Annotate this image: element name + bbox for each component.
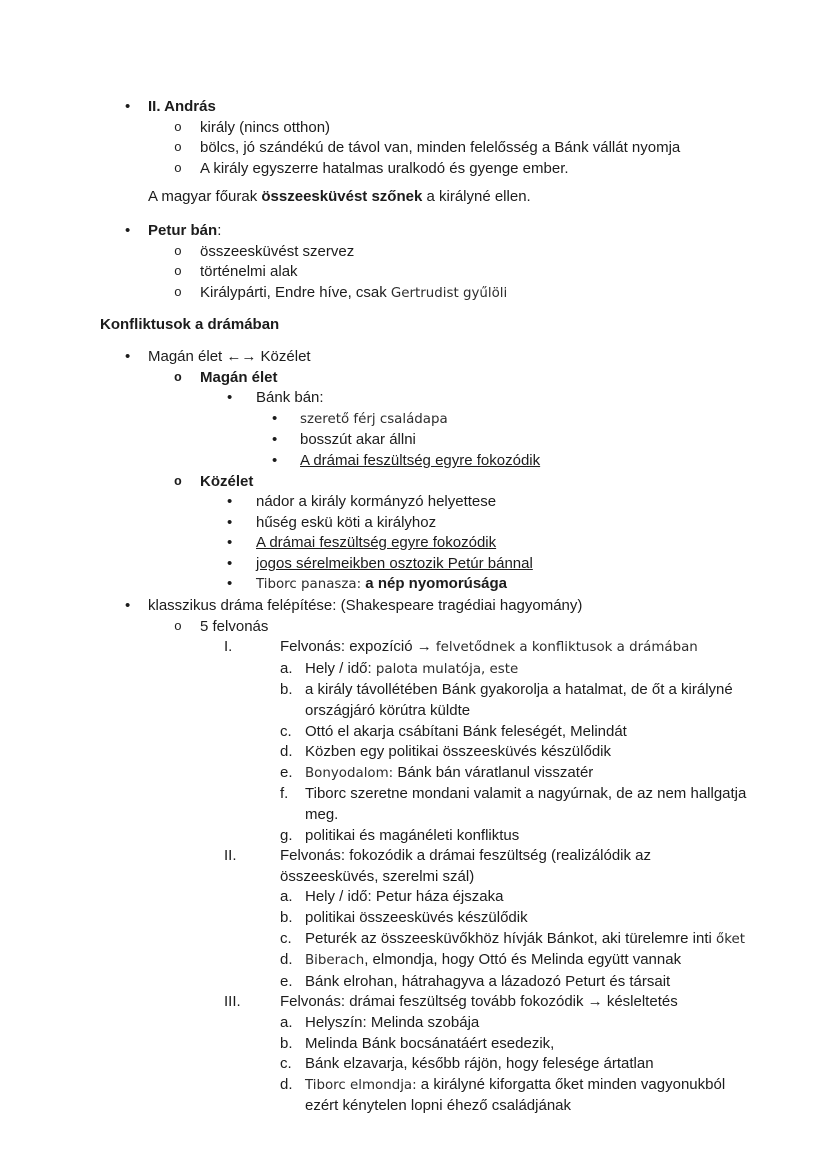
letter-marker: a.: [280, 659, 293, 677]
list-item: [0, 596, 828, 617]
text-run: történelmi alak: [200, 263, 298, 281]
text-run: klasszikus dráma felépítése: (Shakespeare tragédiai hagyomány): [148, 597, 583, 615]
letter-marker: c.: [280, 929, 292, 947]
bullet-marker: •: [125, 597, 131, 615]
circle-bullet-marker: o: [174, 264, 182, 280]
circle-bullet-marker: o: [174, 284, 182, 300]
letter-marker: g.: [280, 826, 293, 844]
circle-bullet-marker: o: [174, 369, 182, 385]
list-item: [0, 388, 828, 409]
text-run: Tiborc szeretne mondani valamit a nagyúrnak, de az nem hallgatja meg.: [305, 785, 747, 823]
text-run: A magyar főurak: [148, 188, 262, 206]
list-item: [0, 722, 828, 743]
text-run: Bonyodalom:: [305, 765, 394, 781]
bullet-marker: •: [227, 534, 233, 552]
list-item: [0, 659, 828, 681]
text-run: Melinda Bánk bocsánatáért esedezik,: [305, 1034, 555, 1052]
circle-bullet-marker: o: [174, 618, 182, 634]
list-item: [0, 513, 828, 534]
list-item: [0, 908, 828, 929]
text-run: összeesküvést szőnek: [261, 188, 423, 206]
list-item: [0, 929, 828, 951]
text-run: Közben egy politikai összeesküvés készülődik: [305, 743, 611, 761]
letter-marker: d.: [280, 951, 293, 969]
list-item: [0, 118, 828, 139]
text-run: király (nincs otthon): [200, 118, 331, 136]
list-item: [0, 262, 828, 283]
letter-marker: b.: [280, 681, 293, 699]
text-run: politikai összeesküvés készülődik: [305, 908, 528, 926]
text-run: jogos sérelmeikben osztozik Petúr bánnal: [256, 554, 533, 572]
list-item: [0, 472, 828, 493]
text-run: Gertrudist gyűlöli: [390, 285, 508, 301]
bullet-marker: •: [272, 451, 278, 469]
list-item: [0, 1034, 828, 1055]
circle-bullet-marker: o: [174, 160, 182, 176]
roman-numeral-marker: III.: [224, 993, 241, 1011]
text-run: Bánk elzavarja, később rájön, hogy felesége ártatlan: [305, 1055, 654, 1073]
letter-marker: d.: [280, 743, 293, 761]
list-item: [0, 992, 828, 1013]
text-run: A drámai feszültség egyre fokozódik: [300, 451, 541, 469]
list-item: [0, 242, 828, 263]
text-run: Helyszín: Melinda szobája: [305, 1013, 480, 1031]
circle-bullet-marker: o: [174, 140, 182, 156]
circle-bullet-marker: o: [174, 473, 182, 489]
text-run: összeesküvést szervez: [200, 242, 355, 260]
list-item: [0, 784, 828, 825]
bullet-marker: •: [227, 493, 233, 511]
list-item: [0, 972, 828, 993]
text-run: Petur bán: [148, 221, 218, 239]
letter-marker: b.: [280, 1034, 293, 1052]
bullet-marker: •: [227, 554, 233, 572]
text-run: palota mulatója, este: [375, 661, 519, 677]
letter-marker: a.: [280, 1013, 293, 1031]
bullet-marker: •: [125, 347, 131, 365]
list-item: [0, 1013, 828, 1034]
text-run: a királyné kiforgatta őket minden vagyonukból ezért kénytelen lopni éhező családjának: [305, 1075, 726, 1115]
text-run: nádor a király kormányzó helyettese: [256, 493, 497, 511]
text-run: :: [217, 221, 222, 239]
list-item: [0, 1075, 828, 1117]
text-run: Királypárti, Endre híve, csak: [200, 283, 391, 301]
list-item: [0, 763, 828, 785]
text-run: Hely / idő:: [305, 659, 376, 677]
text-run: Közélet: [200, 472, 254, 490]
circle-bullet-marker: o: [174, 119, 182, 135]
text-run: Biberach: [305, 953, 365, 969]
text-run: II. András: [148, 98, 216, 115]
text-run: politikai és magánéleti konfliktus: [305, 826, 520, 844]
text-run: Bánk bán:: [256, 389, 324, 407]
text-run: Magán élet ←→ Közélet: [148, 347, 311, 365]
bullet-marker: •: [227, 389, 233, 407]
text-run: Ottó el akarja csábítani Bánk feleségét, Melindát: [305, 722, 627, 740]
text-run: , elmondja, hogy Ottó és Melinda együtt vannak: [364, 951, 682, 969]
bullet-marker: •: [227, 513, 233, 531]
letter-marker: e.: [280, 763, 293, 781]
bullet-marker: •: [272, 431, 278, 449]
text-run: Peturék az összeesküvőkhöz hívják Bánkot, aki türelemre inti: [305, 929, 717, 947]
list-item: [0, 574, 828, 596]
letter-marker: f.: [280, 785, 289, 803]
text-run: Konfliktusok a drámában: [100, 316, 280, 334]
list-item: [0, 430, 828, 451]
list-item: [0, 617, 828, 638]
letter-marker: e.: [280, 972, 293, 990]
list-item: [0, 221, 828, 242]
list-item: [0, 554, 828, 575]
list-item: [0, 451, 828, 472]
text-run: Tiborc panasza:: [256, 577, 362, 593]
list-item: [0, 283, 828, 305]
text-run: a nép nyomorúsága: [361, 575, 508, 593]
list-item: [0, 680, 828, 721]
bullet-marker: •: [272, 409, 278, 427]
text-run: a királyné ellen.: [422, 188, 531, 206]
list-item: [0, 97, 828, 118]
list-item: [0, 887, 828, 908]
text-run: bölcs, jó szándékú de távol van, minden felelősség a Bánk vállát nyomja: [200, 139, 681, 157]
list-item: [0, 159, 828, 180]
letter-marker: a.: [280, 888, 293, 906]
text-run: Bánk elrohan, hátrahagyva a lázadozó Peturt és társait: [305, 972, 671, 990]
text-run: Tiborc elmondja:: [305, 1077, 417, 1093]
text-run: 5 felvonás: [200, 617, 269, 635]
text-run: Bánk bán váratlanul visszatér: [393, 763, 594, 781]
bullet-marker: •: [227, 575, 233, 593]
list-item: [0, 1054, 828, 1075]
text-run: szerető férj családapa: [300, 411, 448, 427]
list-item: [0, 492, 828, 513]
letter-marker: b.: [280, 908, 293, 926]
text-run: Felvonás: fokozódik a drámai feszültség (realizálódik az összeesküvés, szerelmi szál): [280, 847, 652, 885]
paragraph: [0, 187, 828, 208]
list-item: [0, 533, 828, 554]
text-run: Felvonás: drámai feszültség tovább fokozódik → késleltetés: [280, 993, 678, 1011]
text-run: Magán élet: [200, 368, 278, 386]
list-item: [0, 846, 828, 887]
text-run: hűség eskü köti a királyhoz: [256, 513, 437, 531]
text-run: A király egyszerre hatalmas uralkodó és gyenge ember.: [200, 159, 569, 177]
text-run: a király távollétében Bánk gyakorolja a hatalmat, de őt a királyné országjáró körútra küldte: [305, 681, 733, 720]
roman-numeral-marker: I.: [224, 638, 233, 656]
letter-marker: c.: [280, 722, 292, 740]
section-heading: [0, 315, 828, 336]
document-body: [0, 97, 828, 1117]
list-item: [0, 950, 828, 972]
text-run: felvetődnek a konfliktusok a drámában: [435, 640, 698, 656]
list-item: [0, 637, 828, 659]
list-item: [0, 138, 828, 159]
letter-marker: d.: [280, 1075, 293, 1093]
letter-marker: c.: [280, 1055, 292, 1073]
list-item: [0, 368, 828, 389]
text-run: Felvonás: expozíció →: [280, 638, 436, 656]
bullet-marker: •: [125, 221, 131, 239]
list-item: [0, 742, 828, 763]
roman-numeral-marker: II.: [224, 847, 237, 865]
list-item: [0, 826, 828, 847]
text-run: Hely / idő: Petur háza éjszaka: [305, 888, 504, 906]
list-item: [0, 347, 828, 368]
text-run: őket: [716, 931, 745, 947]
circle-bullet-marker: o: [174, 243, 182, 259]
text-run: A drámai feszültség egyre fokozódik: [256, 534, 497, 552]
text-run: bosszút akar állni: [300, 431, 416, 449]
list-item: [0, 409, 828, 431]
bullet-marker: •: [125, 98, 131, 115]
